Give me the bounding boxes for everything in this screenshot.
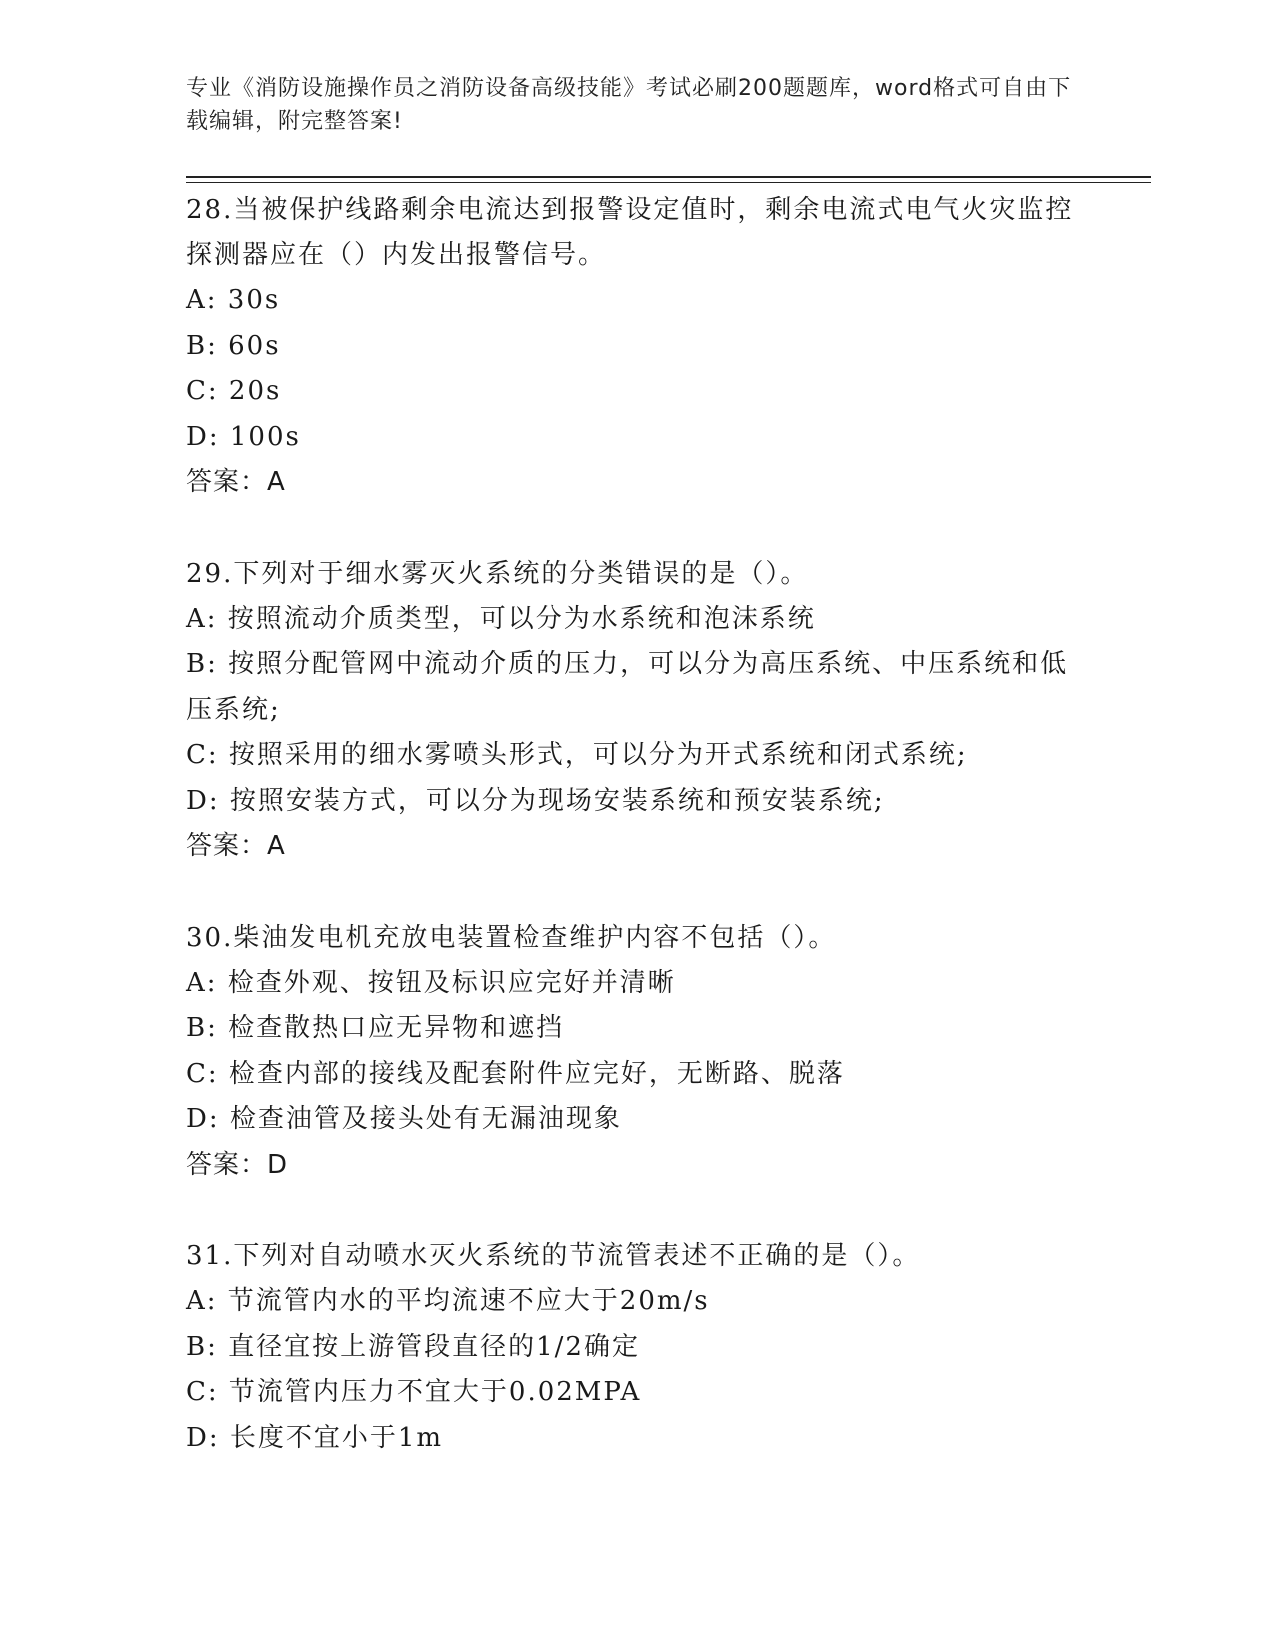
option-b: B: 60s xyxy=(186,330,281,361)
option-a: A: 检查外观、按钮及标识应完好并清晰 xyxy=(186,967,676,998)
header-divider xyxy=(186,176,1151,178)
option-a: A: 按照流动介质类型，可以分为水系统和泡沫系统 xyxy=(186,603,816,634)
question-28 xyxy=(186,188,1086,506)
answer: 答案：A xyxy=(186,467,286,497)
header-divider-thin xyxy=(186,182,1151,183)
option-d: D: 长度不宜小于1m xyxy=(186,1422,444,1453)
option-b: B: 按照分配管网中流动介质的压力，可以分为高压系统、中压系统和低压系统; xyxy=(186,649,1069,725)
document-header: 专业《消防设施操作员之消防设备高级技能》考试必刷200题题库，word格式可自由下载编辑，附完整答案! xyxy=(186,76,1072,134)
option-b: B: 检查散热口应无异物和遮挡 xyxy=(186,1013,565,1043)
option-a: A: 节流管内水的平均流速不应大于20m/s xyxy=(186,1286,710,1316)
question-30 xyxy=(186,916,1086,1189)
option-d: D: 按照安装方式，可以分为现场安装系统和预安装系统; xyxy=(186,785,885,816)
question-29 xyxy=(186,552,1086,870)
question-31 xyxy=(186,1234,1086,1461)
question-text: 30.柴油发电机充放电装置检查维护内容不包括（）。 xyxy=(186,922,837,953)
option-d: D: 100s xyxy=(186,421,301,452)
question-text: 31.下列对自动喷水灭火系统的节流管表述不正确的是（）。 xyxy=(186,1241,921,1271)
answer: 答案：D xyxy=(186,1149,289,1180)
option-c: C: 20s xyxy=(186,376,282,406)
option-c: C: 检查内部的接线及配套附件应完好，无断路、脱落 xyxy=(186,1058,845,1089)
option-c: C: 按照采用的细水雾喷头形式，可以分为开式系统和闭式系统; xyxy=(186,740,968,770)
question-text: 29.下列对于细水雾灭火系统的分类错误的是（）。 xyxy=(186,558,809,589)
option-b: B: 直径宜按上游管段直径的1/2确定 xyxy=(186,1331,640,1362)
option-d: D: 检查油管及接头处有无漏油现象 xyxy=(186,1104,622,1134)
question-text: 28.当被保护线路剩余电流达到报警设定值时，剩余电流式电气火灾监控探测器应在（）内发出报警信号。 xyxy=(186,195,1074,270)
option-c: C: 节流管内压力不宜大于0.02MPA xyxy=(186,1377,642,1407)
answer: 答案：A xyxy=(186,831,286,861)
option-a: A: 30s xyxy=(186,285,281,315)
question-list xyxy=(186,188,1086,1507)
